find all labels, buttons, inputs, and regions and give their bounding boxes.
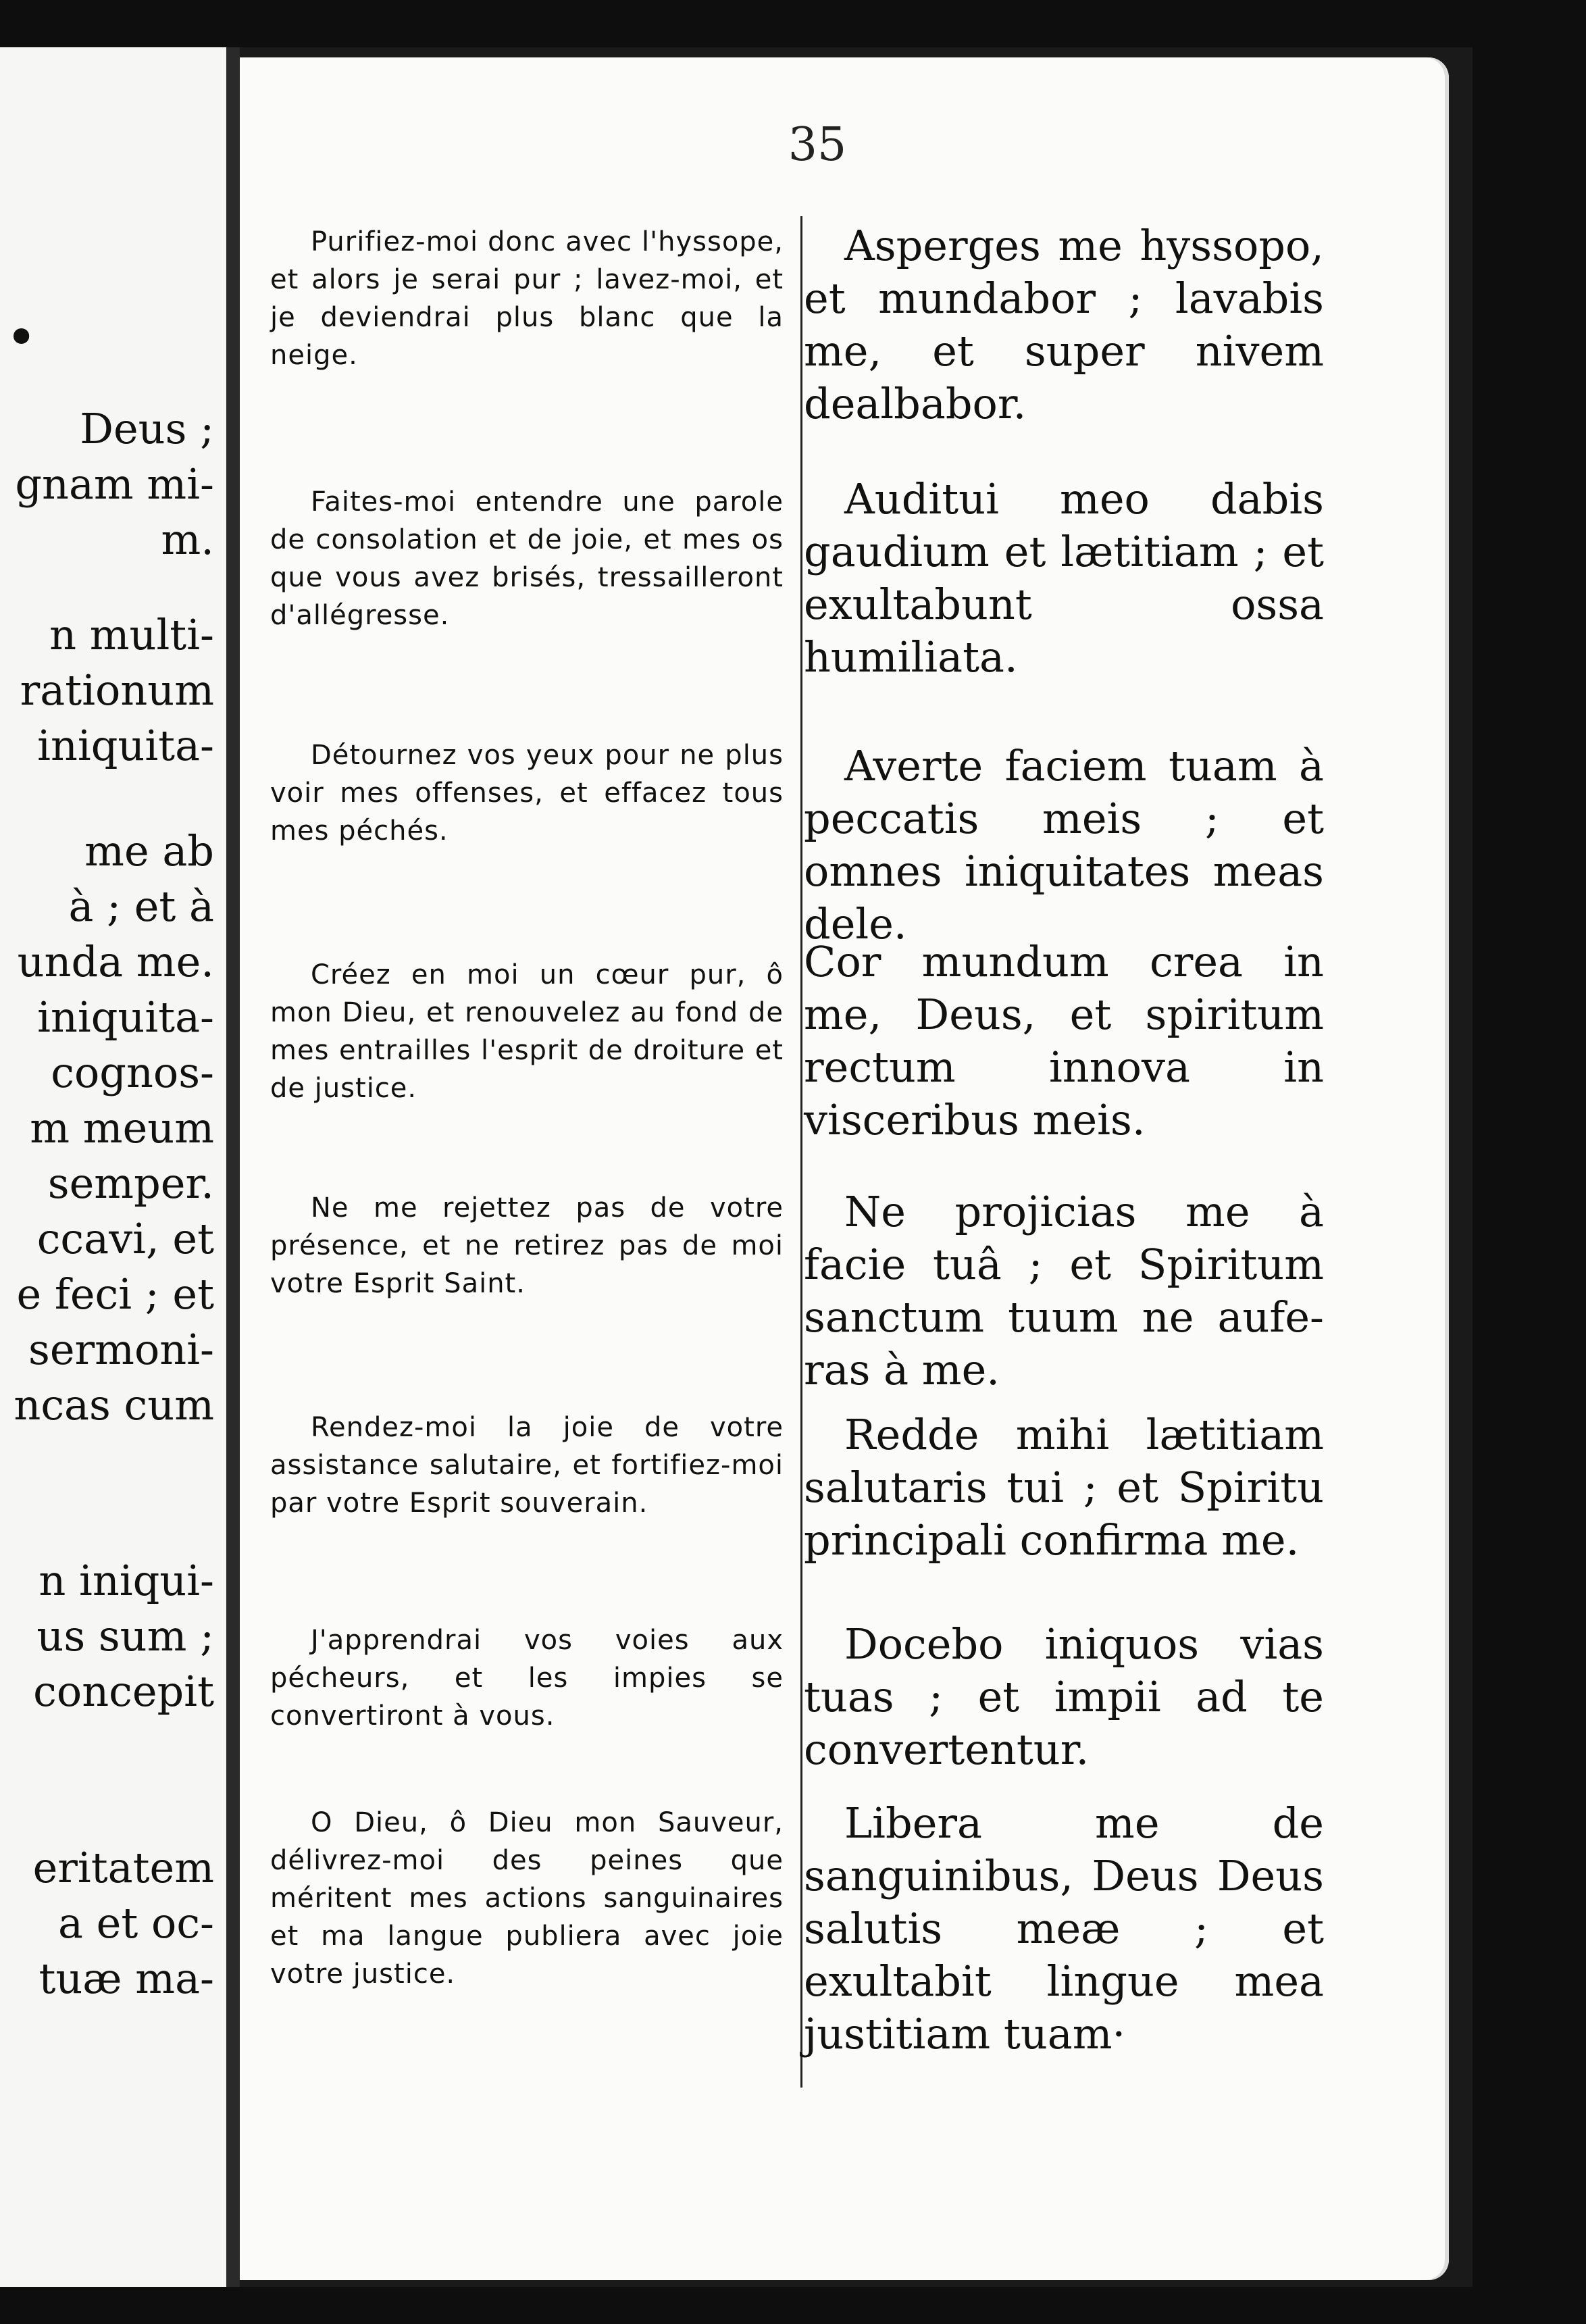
left-text-line: iniquita- (37, 721, 214, 770)
french-paragraph: Faites-moi entendre une parole de consolation et de joie, et mes os que vous avez brisés, tressailleront d'allégresse. (270, 486, 784, 631)
latin-paragraph: Docebo iniquos vias tuas ; et impii ad te convertentur. (804, 1619, 1324, 1774)
latin-paragraph: Redde mihi lætitiam salutaris tui ; et Spiritu principali confirma me. (804, 1410, 1324, 1565)
left-text-line: n multi- (49, 610, 214, 659)
left-text-line: ccavi, et (36, 1214, 214, 1263)
left-text-line: a et oc- (58, 1898, 214, 1948)
scan-border-top (0, 0, 1586, 47)
left-text-line: cognos- (51, 1048, 214, 1097)
left-text-line: rationum (20, 665, 214, 715)
latin-paragraph: Ne projicias me à facie tuâ ; et Spiritum sanctum tuum ne aufe-ras à me. (804, 1187, 1324, 1394)
left-text-line: gnam mi- (15, 459, 214, 509)
left-text-line: sermoni- (28, 1325, 214, 1374)
left-text-line: Deus ; (80, 404, 214, 453)
latin-paragraph: Auditui meo dabis gaudium et lætitiam ; et exultabunt ossa humiliata. (804, 474, 1324, 682)
french-paragraph: Ne me rejettez pas de votre présence, et ne retirez pas de moi votre Esprit Saint. (270, 1192, 784, 1299)
latin-paragraph: Cor mundum crea in me, Deus, et spiritum rectum innova in visceribus meis. (804, 937, 1324, 1144)
left-text-line: ncas cum (14, 1380, 214, 1430)
left-text-line: à ; et à (68, 882, 214, 931)
french-paragraph: Purifiez-moi donc avec l'hyssope, et alors je serai pur ; lavez-moi, et je deviendrai plus blanc que la neige. (270, 226, 784, 371)
latin-paragraph: Asperges me hyssopo, et mundabor ; lavabis me, et super nivem dealbabor. (804, 221, 1324, 428)
scan-border-bottom (0, 2287, 1586, 2324)
left-page-fragment (0, 47, 226, 2287)
french-paragraph: J'apprendrai vos voies aux pécheurs, et les impies se convertiront à vous. (270, 1625, 784, 1732)
left-text-line: concepit (33, 1667, 214, 1716)
french-paragraph: Créez en moi un cœur pur, ô mon Dieu, et renouvelez au fond de mes entrailles l'esprit de droiture et de justice. (270, 959, 784, 1104)
left-text-line: tuæ ma- (39, 1954, 214, 2003)
left-text-line: unda me. (17, 937, 214, 986)
left-text-line: iniquita- (37, 992, 214, 1042)
left-text-line: n iniqui- (39, 1556, 214, 1605)
book-gutter (226, 47, 240, 2287)
page-number: 35 (788, 118, 847, 172)
left-text-line: m meum (30, 1103, 214, 1153)
left-text-line: me ab (84, 826, 214, 876)
french-paragraph: Détournez vos yeux pour ne plus voir mes offenses, et effacez tous mes péchés. (270, 740, 784, 847)
left-text-line: m. (161, 515, 214, 564)
latin-paragraph: Libera me de sanguinibus, Deus Deus salutis meæ ; et exultabit lingue mea justitiam tuam· (804, 1798, 1324, 2058)
scan-border-right (1473, 0, 1586, 2324)
latin-paragraph: Averte faciem tuam à peccatis meis ; et omnes iniquitates meas dele. (804, 741, 1324, 949)
left-text-line: us sum ; (36, 1611, 214, 1661)
left-text-line: semper. (47, 1159, 214, 1208)
french-paragraph: Rendez-moi la joie de votre assistance salutaire, et fortifiez-moi par votre Esprit souverain. (270, 1412, 784, 1519)
left-text-line: eritatem (32, 1843, 214, 1892)
column-divider (800, 216, 802, 2088)
french-paragraph: O Dieu, ô Dieu mon Sauveur, délivrez-moi des peines que méritent mes actions sanguinaires et ma langue publiera avec joie votre justice. (270, 1807, 784, 1990)
left-page-mark: • (5, 306, 38, 369)
left-text-line: e feci ; et (16, 1269, 214, 1319)
